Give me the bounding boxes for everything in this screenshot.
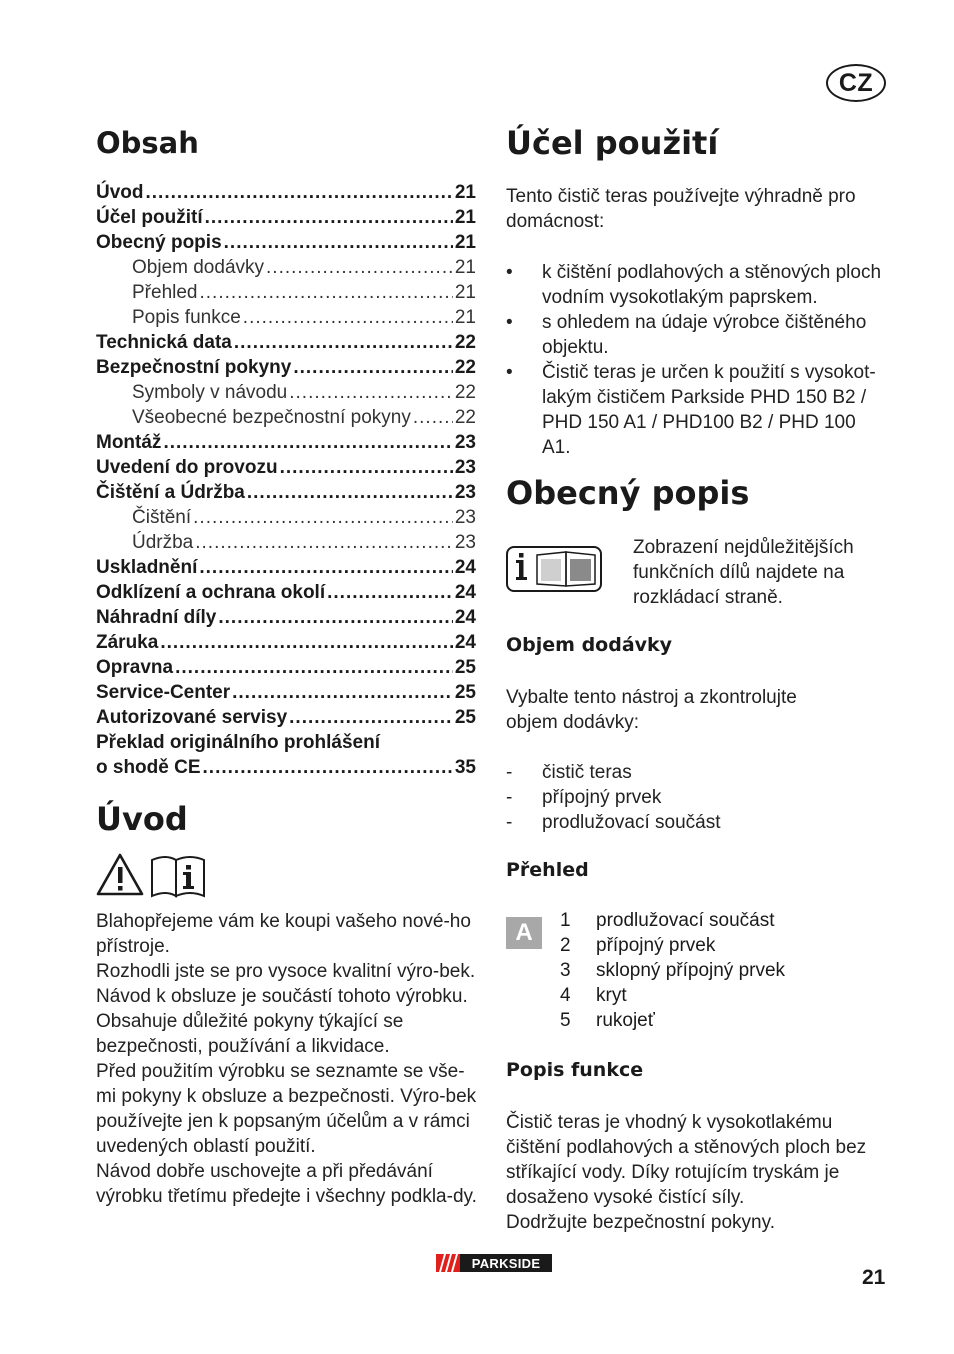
toc-entry-page: 21 [454,307,476,328]
toc-entry [96,207,476,232]
toc-entry-title: Účel použití [96,207,203,228]
toc-entry [96,307,476,332]
overview-item [560,935,860,960]
toc-entry-title: Překlad originálního prohlášení [96,732,380,753]
function-paragraph: Čistič teras je vhodný k vysokotlakému čištění podlahových a stěnových ploch bez stříkající vody. Díky rotujícím tryskám je dosaženo vysoké čistící síly. [506,1112,867,1208]
logo-stripes [436,1254,460,1272]
toc-entry-page: 24 [454,632,476,653]
purpose-bullet: • Čistič teras je určen k použití s vysokot-lakým čističem Parkside PHD 150 B2 / PHD 150 A1 / PHD100 B2 / PHD 100 A1. [506,360,886,460]
warning-read-manual-icons [96,852,208,898]
overview-item-label: přípojný prvek [596,935,716,956]
toc-entry [96,182,476,207]
scope-list [506,760,846,835]
toc-entry [96,532,476,557]
toc-entry-title: Úvod [96,182,144,203]
toc-entry [96,507,476,532]
toc-entry-title: Záruka [96,632,159,653]
toc-leader-dots [234,332,453,354]
toc-leader-dots [195,532,453,554]
toc-entry-page: 25 [454,682,476,703]
toc-leader-dots [199,557,452,579]
toc-entry-page: 21 [454,257,476,278]
function-heading: Popis funkce [506,1059,644,1081]
toc-leader-dots [232,682,453,704]
toc-entry-page: 23 [454,507,476,528]
scope-intro [506,685,846,735]
figure-a-badge: A [506,917,542,949]
toc-entry-page: 35 [454,757,476,778]
toc-leader-dots [200,282,453,304]
general-note [633,535,889,610]
overview-item-number: 1 [560,910,571,931]
toc-entry-page: 24 [454,607,476,628]
purpose-bullet: • k čištění podlahových a stěnových ploch vodním vysokotlakým paprskem. [506,260,886,310]
toc-leader-dots [205,207,453,229]
overview-item-number: 4 [560,985,571,1006]
toc-entry-page: 24 [454,557,476,578]
toc-entry [96,482,476,507]
toc-leader-dots [146,182,453,204]
overview-item-number: 5 [560,1010,571,1031]
foldout-page-icon [506,546,602,592]
general-note-text: Zobrazení nejdůležitějších funkčních dílů najdete na rozkládací straně. [633,537,854,608]
intro-heading: Úvod [96,800,188,838]
toc-entry-title: Bezpečnostní pokyny [96,357,292,378]
toc-leader-dots [280,457,453,479]
toc-entry [96,557,476,582]
overview-item [560,910,860,935]
toc-entry-page: 25 [454,707,476,728]
toc-entry-page: 21 [454,207,476,228]
toc-entry [96,257,476,282]
toc-leader-dots [413,407,453,429]
toc-entry-title: Opravna [96,657,174,678]
toc-entry [96,632,476,657]
toc-entry-title: Objem dodávky [132,257,265,278]
toc-entry [96,682,476,707]
toc-entry [96,607,476,632]
intro-paragraph: Blahopřejeme vám ke koupi vašeho nové-ho přístroje. [96,911,471,957]
toc-entry-page: 23 [454,482,476,503]
overview-item [560,960,860,985]
toc-leader-dots [203,757,453,779]
toc-entry-title: Údržba [132,532,194,553]
function-paragraph: Dodržujte bezpečnostní pokyny. [506,1212,775,1233]
toc-entry-title: Symboly v návodu [132,382,288,403]
toc-entry-title: Uskladnění [96,557,198,578]
page-number: 21 [862,1266,886,1289]
scope-intro-text: Vybalte tento nástroj a zkontrolujte objem dodávky: [506,687,797,733]
toc-leader-dots [243,307,453,329]
toc-entry-title: Uvedení do provozu [96,457,278,478]
toc-entry [96,732,476,757]
toc-entry [96,332,476,357]
toc-entry [96,282,476,307]
toc-leader-dots [160,632,453,654]
overview-item-label: kryt [596,985,627,1006]
intro-paragraph: Rozhodli jste se pro vysoce kvalitní výro-bek. Návod k obsluze je součástí tohoto výrobku. Obsahuje důležité pokyny týkající se bezpečnosti, používání a likvidace. [96,961,476,1057]
logo-wordmark: PARKSIDE [460,1254,552,1272]
toc-entry-page: 21 [454,182,476,203]
toc-entry [96,582,476,607]
purpose-intro [506,184,886,234]
toc-leader-dots [218,607,453,629]
toc-entry-title: Technická data [96,332,232,353]
overview-item [560,985,860,1010]
purpose-heading: Účel použití [506,124,719,162]
toc-entry-title: Autorizované servisy [96,707,288,728]
toc-leader-dots [289,382,453,404]
toc-entry [96,707,476,732]
toc-entry-page: 22 [454,357,476,378]
scope-item: - přípojný prvek [506,785,846,810]
toc-leader-dots [224,232,453,254]
toc-entry-title: Náhradní díly [96,607,217,628]
overview-item-label: rukojeť [596,1010,655,1031]
parkside-logo [436,1254,552,1272]
table-of-contents [96,182,476,782]
intro-paragraph: Návod dobře uschovejte a při předávání výrobku třetímu předejte i všechny podkla-dy. [96,1161,477,1207]
toc-entry-page: 25 [454,657,476,678]
toc-entry-title: Čištění a Údržba [96,482,245,503]
warning-icon [96,852,208,898]
toc-entry-page: 22 [454,382,476,403]
toc-entry-title: Odklízení a ochrana okolí [96,582,326,603]
scope-item: - čistič teras [506,760,846,785]
toc-entry-page: 23 [454,432,476,453]
overview-item-number: 3 [560,960,571,981]
toc-heading: Obsah [96,126,199,160]
toc-entry [96,357,476,382]
toc-entry [96,757,476,782]
toc-leader-dots [266,257,453,279]
toc-entry-title: Popis funkce [132,307,241,328]
overview-list [560,910,860,1035]
toc-leader-dots [163,432,452,454]
overview-heading: Přehled [506,859,589,881]
toc-entry [96,457,476,482]
intro-paragraph: Před použitím výrobku se seznamte se vše-mi pokyny k obsluze a bezpečnosti. Výro-bek používejte jen k popsaným účelům a v rámci uvedených oblastí použití. [96,1061,477,1157]
toc-leader-dots [193,507,453,529]
toc-entry-page: 24 [454,582,476,603]
purpose-list [506,260,886,460]
scope-item: - prodlužovací součást [506,810,846,835]
toc-leader-dots [327,582,453,604]
toc-entry-title: Service-Center [96,682,231,703]
toc-entry-title: Všeobecné bezpečnostní pokyny [132,407,411,428]
purpose-intro-text: Tento čistič teras používejte výhradně pro domácnost: [506,186,856,232]
toc-entry-title: Montáž [96,432,162,453]
toc-leader-dots [247,482,453,504]
toc-entry-page: 22 [454,407,476,428]
function-text [506,1110,886,1235]
overview-item [560,1010,860,1035]
toc-entry [96,657,476,682]
toc-entry-title: Přehled [132,282,198,303]
toc-entry-page: 22 [454,332,476,353]
toc-entry-title: Obecný popis [96,232,222,253]
purpose-bullet: • s ohledem na údaje výrobce čištěného objektu. [506,310,886,360]
toc-entry [96,432,476,457]
overview-item-label: sklopný přípojný prvek [596,960,786,981]
language-badge: CZ [826,64,886,102]
toc-leader-dots [175,657,453,679]
scope-heading: Objem dodávky [506,634,673,656]
toc-entry-page: 23 [454,532,476,553]
overview-item-label: prodlužovací součást [596,910,775,931]
toc-entry [96,232,476,257]
toc-leader-dots [293,357,453,379]
toc-entry-page: 21 [454,282,476,303]
general-heading: Obecný popis [506,474,750,512]
toc-entry-title: Čištění [132,507,192,528]
toc-entry [96,382,476,407]
intro-text [96,909,482,1209]
toc-entry-title-continued: o shodě CE [96,757,201,778]
toc-entry [96,407,476,432]
toc-entry-page: 23 [454,457,476,478]
toc-entry-page: 21 [454,232,476,253]
overview-item-number: 2 [560,935,571,956]
toc-leader-dots [289,707,453,729]
